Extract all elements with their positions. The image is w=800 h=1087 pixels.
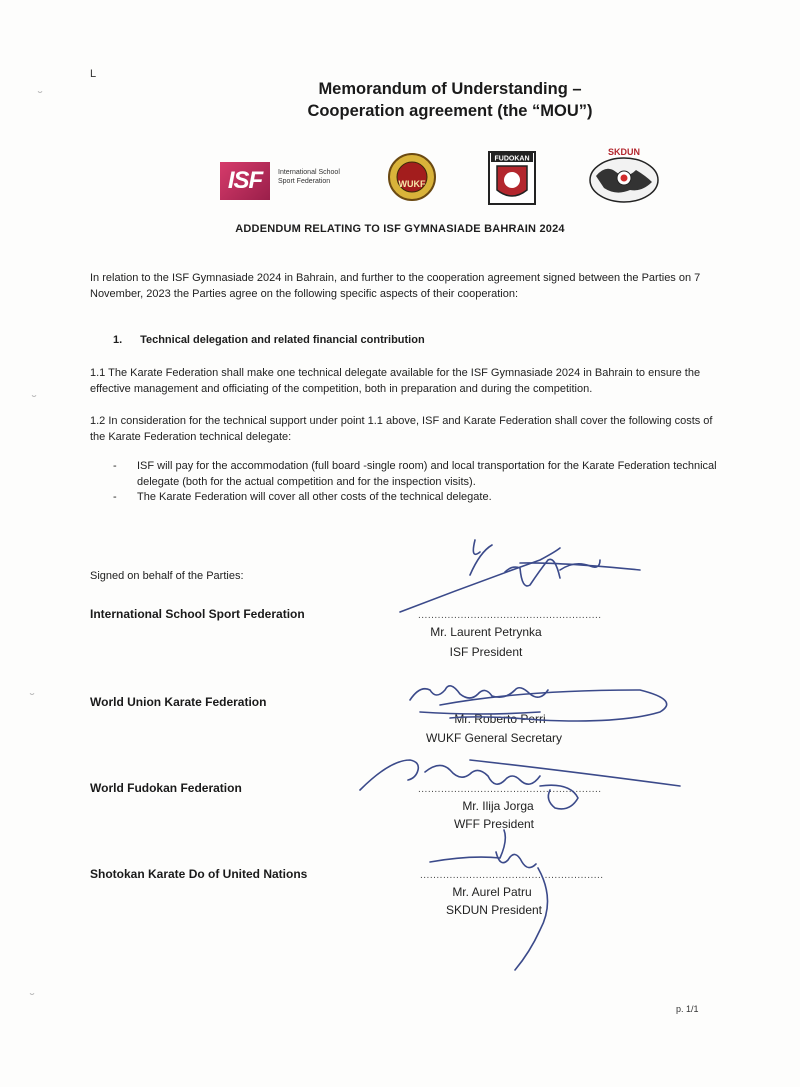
signature-skdun — [430, 830, 536, 868]
signatory-role: SKDUN President — [445, 903, 543, 917]
section-title: Technical delegation and related financial contribution — [140, 334, 425, 346]
margin-mark: ˘ — [32, 392, 37, 408]
wukf-logo — [380, 152, 444, 202]
signature-line: ........................................................ — [420, 870, 604, 881]
margin-mark: ˘ — [38, 88, 43, 104]
signatory-role: WUKF General Secretary — [425, 731, 563, 745]
signatory-role: ISF President — [449, 645, 523, 659]
signatory-role: WFF President — [453, 817, 534, 831]
section-heading — [113, 334, 425, 346]
margin-mark: ˘ — [30, 690, 35, 706]
signature-intro: Signed on behalf of the Parties: — [90, 570, 244, 582]
intro-paragraph: In relation to the ISF Gymnasiade 2024 in Bahrain, and further to the cooperation agreement signed between the Parties on 7 November, 2023 the Parties agree on the following specific aspects of their cooperation: — [90, 272, 701, 300]
signature-line: ........................................................ — [418, 610, 602, 621]
cost-bullet-list — [113, 459, 733, 506]
signature-wukf — [410, 686, 548, 700]
skdun-logo-label: SKDUN — [607, 147, 641, 157]
skdun-logo — [586, 146, 662, 206]
signatory-name: Mr. Ilija Jorga — [462, 799, 534, 813]
party-org-wukf: World Union Karate Federation — [90, 695, 267, 709]
list-item: - ISF will pay for the accommodation (full board -single room) and local transportation for the Karate Federation technical delegate (both for the actual competition and for the inspection visits). — [113, 459, 733, 490]
document-title-line2: Cooperation agreement (the “MOU”) — [307, 102, 593, 120]
page-number: p. 1/1 — [676, 1004, 699, 1014]
addendum-title: ADDENDUM RELATING TO ISF GYMNASIADE BAHRAIN 2024 — [235, 223, 565, 235]
party-org-skdun: Shotokan Karate Do of United Nations — [90, 867, 308, 881]
bullet-text: The Karate Federation will cover all other costs of the technical delegate. — [137, 491, 492, 503]
signature-isf — [400, 540, 600, 612]
section-number: 1. — [113, 334, 123, 346]
wukf-logo-label: WUKF — [398, 179, 426, 189]
document-title-line1: Memorandum of Understanding – — [318, 80, 582, 98]
isf-logo — [220, 162, 340, 200]
fudokan-logo — [487, 150, 537, 206]
signatory-name: Mr. Roberto Perri — [454, 712, 546, 726]
isf-logo-text: International School Sport Federation — [278, 169, 340, 185]
corner-mark: L — [90, 68, 97, 80]
clause-1-1: 1.1 The Karate Federation shall make one technical delegate available for the ISF Gymnasiade 2024 in Bahrain to ensure the effective management and officiating of the competition, both in preparation and during the competition. — [90, 367, 701, 395]
fudokan-logo-label: FUDOKAN — [494, 155, 530, 163]
party-org-isf: International School Sport Federation — [90, 607, 305, 621]
clause-1-2: 1.2 In consideration for the technical support under point 1.1 above, ISF and Karate Federation shall cover the following costs of the Karate Federation technical delegate: — [90, 415, 713, 443]
isf-logo-mark: ISF — [220, 162, 270, 200]
bullet-text: ISF will pay for the accommodation (full board -single room) and local transportation for the Karate Federation technical delegate (both for the actual competition and for the inspection visits). — [137, 460, 717, 488]
list-item: - The Karate Federation will cover all other costs of the technical delegate. — [113, 490, 733, 506]
margin-mark: ˘ — [30, 990, 35, 1006]
signature-line: ........................................................ — [418, 784, 602, 795]
party-org-wff: World Fudokan Federation — [90, 781, 242, 795]
signatory-name: Mr. Aurel Patru — [452, 885, 532, 899]
signatory-name: Mr. Laurent Petrynka — [430, 625, 542, 639]
